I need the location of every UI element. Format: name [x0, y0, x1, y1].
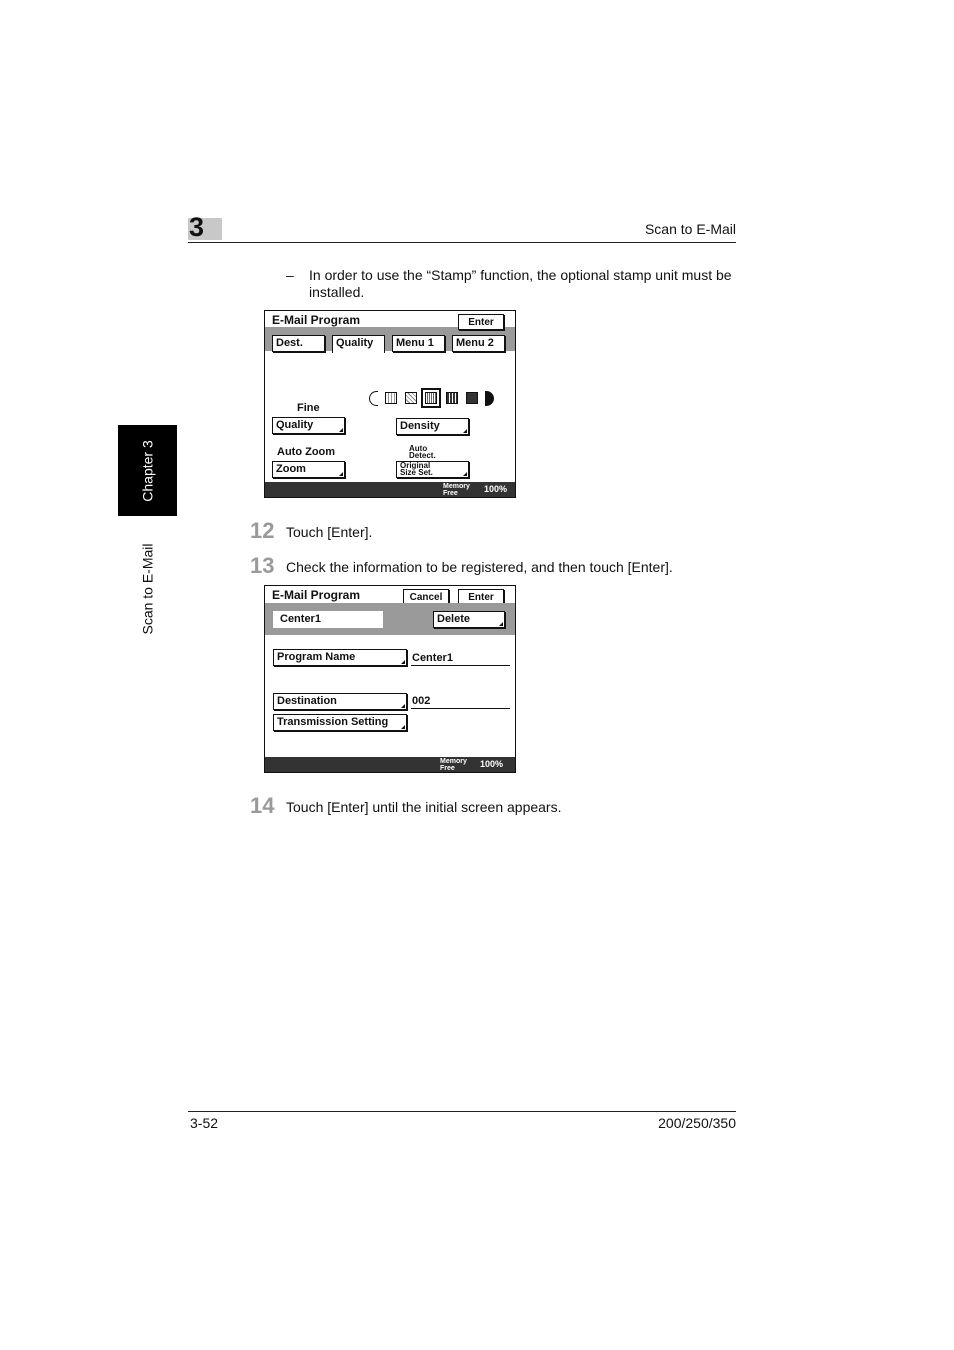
density-level-4-icon — [446, 392, 458, 404]
program-name-value: Center1 — [412, 652, 453, 664]
original-size-line-1: Original — [400, 461, 431, 470]
status-bar — [265, 757, 515, 772]
page-number: 3-52 — [190, 1115, 219, 1131]
delete-button[interactable]: Delete — [433, 611, 505, 628]
darker-icon — [485, 391, 494, 406]
density-level-3-icon — [425, 392, 437, 404]
step-number-12: 12 — [250, 518, 275, 543]
density-level-5-icon — [466, 392, 478, 404]
density-level-1-icon — [385, 392, 397, 404]
transmission-setting-button[interactable]: Transmission Setting — [273, 714, 407, 731]
destination-button[interactable]: Destination — [273, 693, 407, 710]
email-program-confirm-screen — [264, 585, 516, 773]
model-numbers: 200/250/350 — [658, 1115, 736, 1131]
tab-dest[interactable]: Dest. — [272, 335, 325, 352]
density-level-2-icon — [405, 392, 417, 404]
note-text: In order to use the “Stamp” function, the optional stamp unit must be installed. — [309, 267, 732, 300]
quality-value: Fine — [297, 402, 320, 414]
note-dash: – — [286, 267, 294, 283]
destination-value: 002 — [412, 695, 431, 707]
auto-detect-line-2: Detect. — [409, 451, 436, 460]
density-button[interactable]: Density — [396, 418, 469, 435]
memory-free-line-1: Memory — [443, 483, 470, 490]
tab-quality[interactable]: Quality — [332, 335, 385, 353]
screen-title: E-Mail Program — [272, 313, 361, 327]
program-name-underline — [411, 665, 510, 666]
memory-free-line-2: Free — [440, 765, 455, 772]
tab-menu-2[interactable]: Menu 2 — [452, 335, 505, 352]
memory-percentage: 100% — [484, 484, 508, 494]
memory-percentage: 100% — [480, 759, 504, 769]
quality-button[interactable]: Quality — [272, 417, 345, 434]
program-name-field — [273, 611, 383, 628]
enter-button[interactable]: Enter — [458, 314, 504, 330]
original-size-line-2: Size Set. — [400, 468, 433, 477]
original-size-set-button[interactable] — [396, 461, 469, 478]
program-name-field-text: Center1 — [280, 613, 321, 625]
cancel-button[interactable]: Cancel — [403, 589, 449, 605]
zoom-value: Auto Zoom — [277, 446, 336, 458]
zoom-button[interactable]: Zoom — [272, 461, 345, 478]
lighter-icon — [369, 391, 378, 406]
step-text-13: Check the information to be registered, and then touch [Enter]. — [286, 559, 673, 575]
step-text-12: Touch [Enter]. — [286, 524, 373, 540]
running-title: Scan to E-Mail — [644, 221, 736, 237]
chapter-number: 3 — [189, 212, 205, 242]
header-rule — [188, 242, 736, 243]
footer-rule — [188, 1111, 736, 1112]
enter-button[interactable]: Enter — [458, 589, 504, 605]
step-number-14: 14 — [250, 793, 275, 818]
side-tab-chapter: Chapter 3 — [139, 439, 156, 502]
memory-free-line-2: Free — [443, 490, 458, 497]
auto-detect-line-1: Auto — [409, 444, 428, 453]
side-tab-section: Scan to E-Mail — [139, 542, 156, 635]
destination-underline — [411, 708, 510, 709]
email-program-quality-screen — [264, 310, 516, 498]
memory-free-line-1: Memory — [440, 758, 467, 765]
screen-title: E-Mail Program — [272, 588, 361, 602]
step-number-13: 13 — [250, 553, 275, 578]
program-name-button[interactable]: Program Name — [273, 649, 407, 666]
status-bar — [265, 482, 515, 497]
tab-menu-1[interactable]: Menu 1 — [392, 335, 445, 352]
step-text-14: Touch [Enter] until the initial screen appears. — [286, 799, 562, 815]
